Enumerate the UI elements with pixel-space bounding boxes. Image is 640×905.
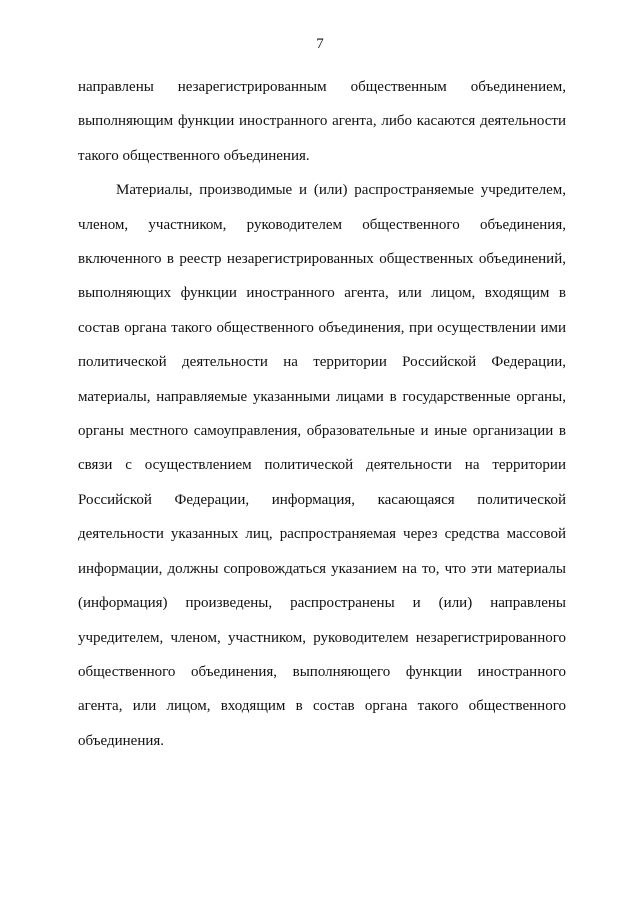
page-number: 7 [316, 36, 324, 52]
text-line: (информация) произведены, распространены и (или) направлены [78, 595, 566, 612]
text-line: Материалы, производимые и (или) распространяемые учредителем, [116, 182, 566, 199]
paragraph-continuation [78, 70, 566, 173]
text-line: деятельности указанных лиц, распространяемая через средства массовой [78, 526, 566, 543]
text-line: материалы, направляемые указанными лицами в государственные органы, [78, 388, 566, 405]
text-line: такого общественного объединения. [78, 147, 310, 164]
text-line: агента, или лицом, входящим в состав органа такого общественного [78, 698, 566, 715]
text-line: объединения. [78, 732, 165, 749]
text-line: Российской Федерации, информация, касающаяся политической [78, 491, 566, 508]
text-line: информации, должны сопровождаться указанием на то, что эти материалы [78, 560, 566, 577]
text-line: органы местного самоуправления, образовательные и иные организации в [78, 423, 566, 440]
document-body [78, 70, 566, 758]
text-line: членом, участником, руководителем общественного объединения, [78, 216, 566, 233]
paragraph-materials [78, 173, 566, 758]
text-line: связи с осуществлением политической деятельности на территории [78, 457, 566, 474]
text-line: выполняющим функции иностранного агента, либо касаются деятельности [78, 113, 566, 130]
text-line: направлены незарегистрированным общественным объединением, [78, 79, 566, 95]
text-line: учредителем, членом, участником, руководителем незарегистрированного [78, 629, 566, 646]
text-line: общественного объединения, выполняющего функции иностранного [78, 663, 566, 680]
text-line: политической деятельности на территории Российской Федерации, [78, 354, 566, 371]
text-line: выполняющих функции иностранного агента, или лицом, входящим в [78, 285, 566, 302]
text-line: включенного в реестр незарегистрированных общественных объединений, [78, 251, 566, 268]
text-line: состав органа такого общественного объединения, при осуществлении ими [78, 319, 566, 336]
